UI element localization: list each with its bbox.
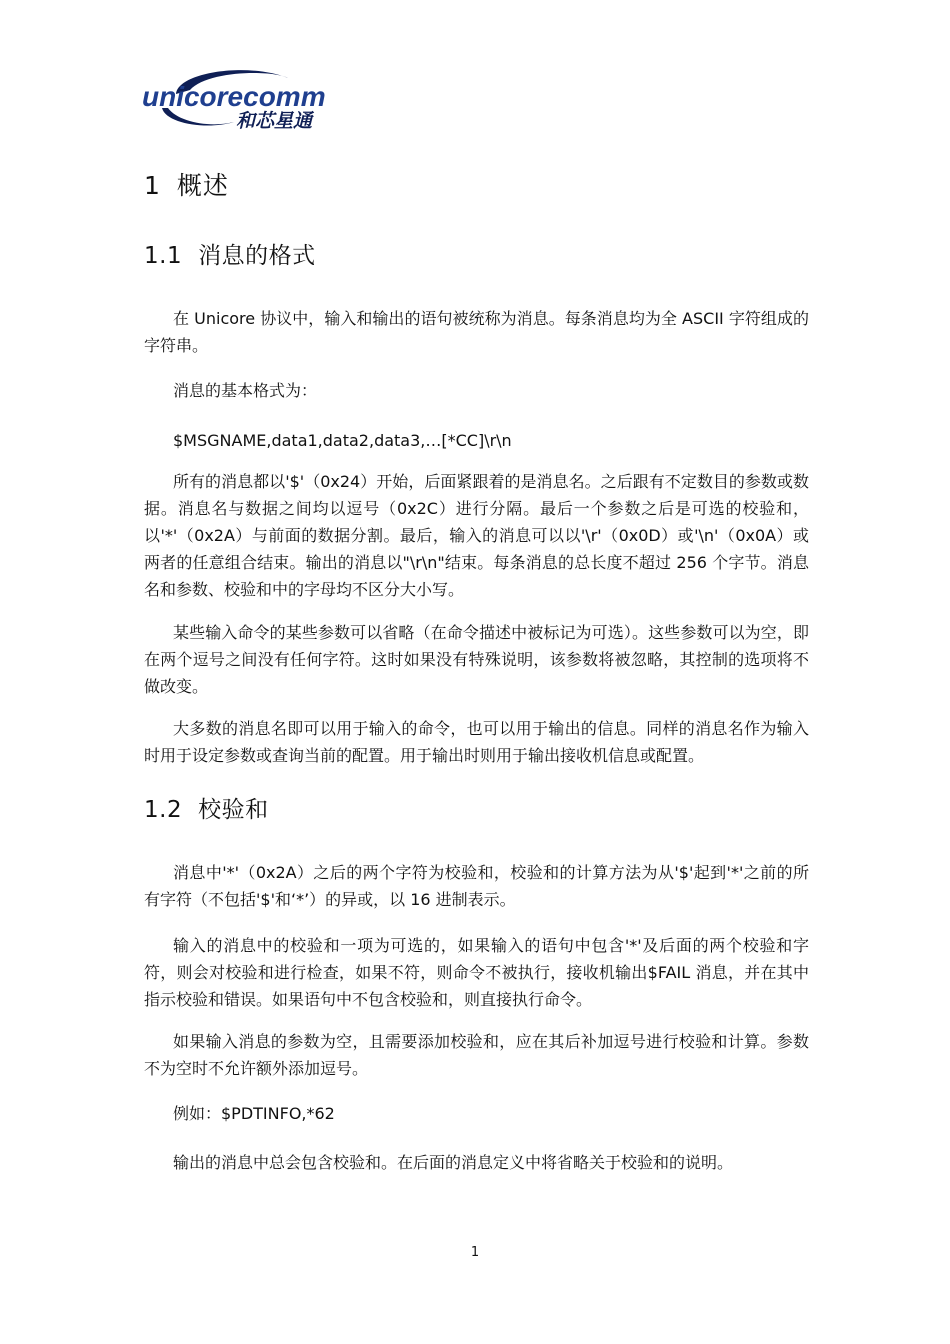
format-example: $MSGNAME,data1,data2,data3,…[*CC]\r\n [173,431,512,450]
checksum-example: 例如：$PDTINFO,*62 [173,1104,335,1123]
section-title: 概述 [176,171,229,200]
section-number: 1.2 [144,797,183,823]
section-number: 1 [144,171,161,200]
paragraph: 如果输入消息的参数为空，且需要添加校验和，应在其后补加逗号进行校验和计算。参数不为空时不允许额外添加逗号。 [144,1032,809,1078]
logo-wordmark: unicorecomm [142,81,326,112]
logo-chinese-name: 和芯星通 [236,110,313,132]
unicorecomm-logo-graphic [138,64,338,134]
paragraph: 大多数的消息名即可以用于输入的命令，也可以用于输出的信息。同样的消息名作为输入时用于设定参数或查询当前的配置。用于输出时则用于输出接收机信息或配置。 [144,719,809,765]
paragraph: 输出的消息中总会包含校验和。在后面的消息定义中将省略关于校验和的说明。 [173,1153,734,1172]
heading-section-1 [144,166,229,202]
paragraph: 所有的消息都以'$'（0x24）开始，后面紧跟着的是消息名。之后跟有不定数目的参数或数据。消息名与数据之间均以逗号（0x2C）进行分隔。最后一个参数之后是可选的校验和，以'*'（0x2A）与前面的数据分割。最后，输入的消息可以以'\r'（0x0D）或'\n'（0x0A）或两者的任意组合结束。输出的消息以"\r\n"结束。每条消息的总长度不超过 256 个字节。消息名和参数、校验和中的字母均不区分大小写。 [144,472,809,599]
paragraph: 输入的消息中的校验和一项为可选的，如果输入的语句中包含'*'及后面的两个校验和字符，则会对校验和进行检查，如果不符，则命令不被执行，接收机输出$FAIL 消息，并在其中指示校验和错误。如果语句中不包含校验和，则直接执行命令。 [144,936,809,1009]
section-title: 消息的格式 [198,243,316,269]
paragraph: 在 Unicore 协议中，输入和输出的语句被统称为消息。每条消息均为全 ASCII 字符组成的字符串。 [144,309,809,355]
paragraph: 某些输入命令的某些参数可以省略（在命令描述中被标记为可选）。这些参数可以为空，即在两个逗号之间没有任何字符。这时如果没有特殊说明，该参数将被忽略，其控制的选项将不做改变。 [144,623,809,696]
section-title: 校验和 [198,797,269,823]
section-number: 1.1 [144,243,183,269]
company-logo [138,64,338,134]
paragraph: 消息的基本格式为： [173,381,318,400]
heading-section-1-2 [144,791,269,824]
paragraph: 消息中'*'（0x2A）之后的两个字符为校验和，校验和的计算方法为从'$'起到'*'之前的所有字符（不包括'$'和‘*’）的异或，以 16 进制表示。 [144,863,809,909]
page-number: 1 [470,1245,480,1260]
heading-section-1-1 [144,237,316,270]
